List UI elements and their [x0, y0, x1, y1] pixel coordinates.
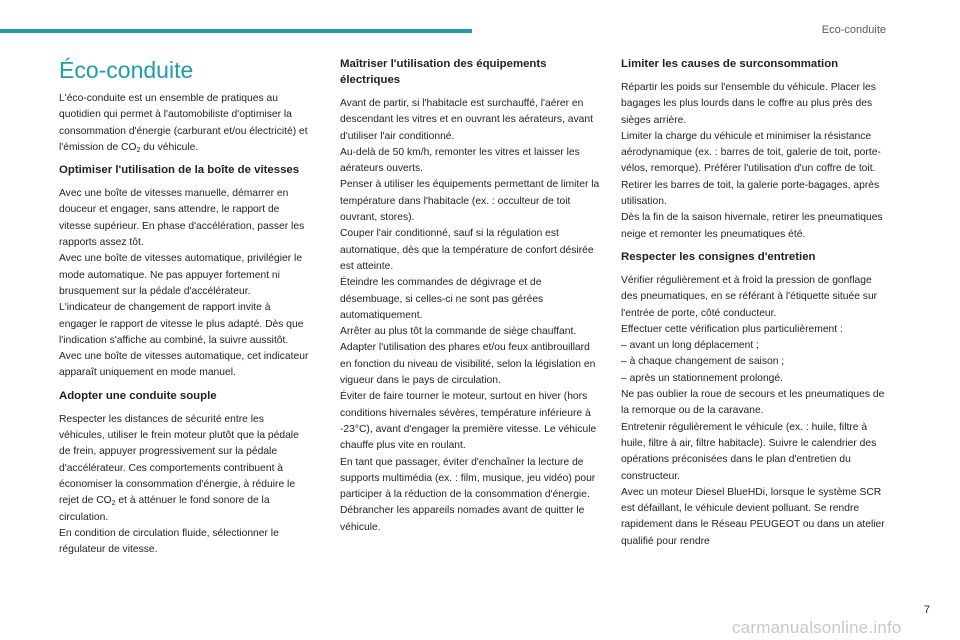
- overconsumption-heading: Limiter les causes de surconsommation: [621, 58, 839, 70]
- text-line: Arrêter au plus tôt la commande de siège chauffant.: [340, 326, 577, 338]
- text-line: Éteindre les commandes de dégivrage et de désembuage, si celles-ci ne sont pas gérées automatiquement.: [340, 277, 544, 321]
- text-line: Avant de partir, si l'habitacle est surchauffé, l'aérer en descendant les vitres et en ouvrant les aérateurs, avant d'utiliser l'air conditionné.: [340, 98, 593, 142]
- text-line: En tant que passager, éviter d'enchaîner la lecture de supports multimédia (ex. : film, musique, jeu vidéo) pour participer à la réduction de la consommation d'énergie.: [340, 456, 596, 501]
- smooth-driving-text: Respecter les distances de sécurité entre les véhicules, utiliser le frein moteur plutôt que la pédale de frein, appuyer progressivement sur la pédale d'accélérateur. Ces comportements contribuent à économiser la consommation d'énergie, à réduire le rejet de $CO_2$ et à atténuer le fond sonore de la circulation. En condition de circulation fluide, sélectionner le régulateur de vitesse.: [59, 413, 299, 556]
- text-line: Répartir les poids sur l'ensemble du véhicule. Placer les bagages les plus lourds dans le coffre au plus près des sièges arrière.: [621, 82, 876, 126]
- header-accent-bar: [0, 29, 472, 33]
- electrical-heading: Maîtriser l'utilisation des équipements électriques: [340, 58, 547, 86]
- text-line: Ne pas oublier la roue de secours et les pneumatiques de la remorque ou de la caravane.: [621, 389, 885, 417]
- intro-paragraph: L'éco-conduite est un ensemble de pratiques au quotidien qui permet à l'automobiliste d'optimiser la consommation d'énergie (carburant et/ou électricité) et l'émission de $CO_2$ du véhicule.: [59, 93, 308, 154]
- text-line: Couper l'air conditionné, sauf si la régulation est automatique, dès que la température de confort désirée est atteinte.: [340, 228, 594, 272]
- text-line: Penser à utiliser les équipements permettant de limiter la température dans l'habitacle (ex. : occulteur de toit ouvrant, stores).: [340, 179, 600, 224]
- overconsumption-text: [621, 80, 885, 243]
- text-line: Avec un moteur Diesel BlueHDi, lorsque le système SCR est défaillant, le véhicule devient polluant. Se rendre rapidement dans le Réseau PEUGEOT ou dans un atelier qualifié pour rendre: [621, 486, 885, 547]
- maintenance-heading: Respecter les consignes d'entretien: [621, 250, 816, 263]
- smooth-driving-heading: Adopter une conduite souple: [59, 389, 217, 402]
- text-line: Débrancher les appareils nomades avant de quitter le véhicule.: [340, 505, 585, 533]
- gearbox-text: Avec une boîte de vitesses manuelle, démarrer en douceur et engager, sans attendre, le rapport de vitesse supérieur. En phase d'accélération, passer les rapports assez tôt. Avec une boîte de vitesses automatique, privilégier le mode automatique. Ne pas appuyer fortement ni brusquement sur la pédale d'accélérateur. L'indicateur de changement de rapport invite à engager le rapport de vitesse le plus adapté. Dès que l'indication s'affiche au combiné, la suivre aussitôt. Avec une boîte de vitesses automatique, cet indicateur apparaît uniquement en mode manuel.: [59, 188, 309, 379]
- gearbox-heading: Optimiser l'utilisation de la boîte de vitesses: [59, 164, 300, 177]
- text-line: Entretenir régulièrement le véhicule (ex. : huile, filtre à huile, filtre à air, filtre habitacle). Suivre le calendrier des opérations préconisées dans le plan d'entretien du constructeur.: [621, 421, 877, 482]
- maintenance-text: [621, 273, 885, 550]
- column-1: [59, 56, 311, 564]
- text-line: Dès la fin de la saison hivernale, retirer les pneumatiques neige et remonter les pneumatiques été.: [621, 212, 883, 240]
- text-line: Vérifier régulièrement et à froid la pression de gonflage des pneumatiques, en se référant à l'étiquette située sur l'entrée de porte, côté conducteur.: [621, 274, 878, 319]
- text-line: Retirer les barres de toit, la galerie porte-bagages, après utilisation.: [621, 179, 880, 208]
- page-title: Éco-conduite: [59, 57, 194, 83]
- text-line: Effectuer cette vérification plus particulièrement :: [621, 323, 843, 335]
- watermark: carmanualsonline.info: [732, 618, 902, 637]
- column-3: [621, 56, 885, 556]
- page-number: 7: [923, 604, 930, 616]
- text-line: Éviter de faire tourner le moteur, surtout en hiver (hors conditions hivernales sévères, température inférieure à -23°C), avant d'engager la première vitesse. Le véhicule chauffe plus vite en roulant.: [340, 391, 597, 452]
- text-line: Au-delà de 50 km/h, remonter les vitres et laisser les aérateurs ouverts.: [340, 146, 580, 175]
- running-header: Eco-conduite: [821, 24, 886, 36]
- text-line: Limiter la charge du véhicule et minimiser la résistance aérodynamique (ex. : barres de toit, galerie de toit, porte-vélos, remorque). Préférer l'utilisation d'un coffre de toit.: [621, 130, 881, 175]
- column-2: [340, 56, 604, 542]
- list-item: – après un stationnement prolongé.: [621, 372, 784, 384]
- list-item: – avant un long déplacement ;: [621, 340, 759, 352]
- text-line: Adapter l'utilisation des phares et/ou feux antibrouillard en fonction du niveau de visibilité, selon la législation en vigueur dans le pays de circulation.: [340, 342, 596, 387]
- electrical-text: [340, 96, 604, 536]
- list-item: – à chaque changement de saison ;: [621, 356, 785, 368]
